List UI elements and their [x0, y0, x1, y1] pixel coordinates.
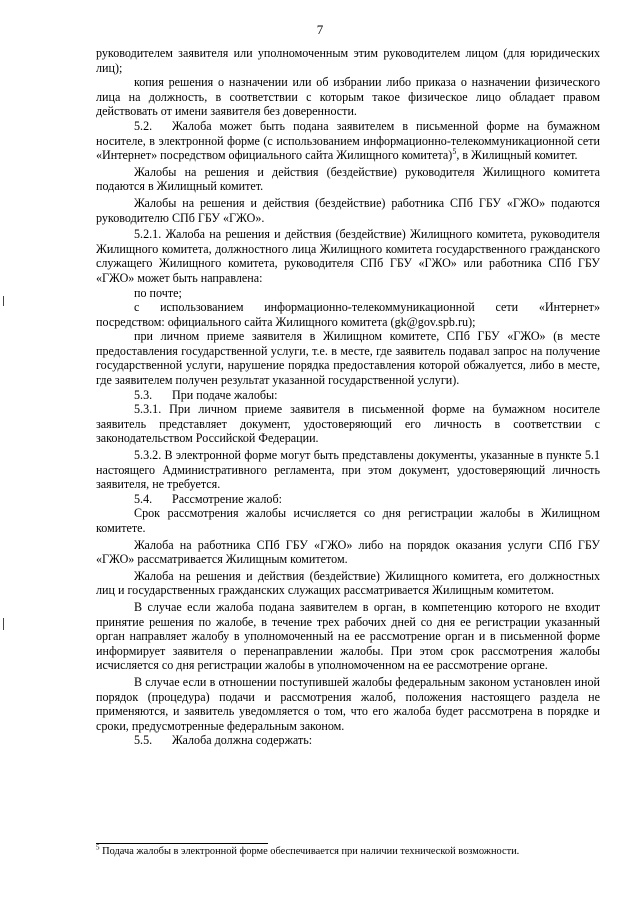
paragraph: копия решения о назначении или об избрании либо приказа о назначении физического лица на должность, в соответствии с которым такое физическое лицо обладает правом действовать от имени заявителя без доверенности.: [96, 75, 600, 119]
scan-margin-mark: [3, 618, 4, 630]
paragraph: В случае если в отношении поступившей жалобы федеральным законом установлен иной порядок (процедура) подачи и рассмотрения жалоб, положения настоящего раздела не применяются, и заявитель уведомляется о том, что его жалоба будет рассмотрена в порядке и сроки, предусмотренные федеральным законом.: [96, 674, 600, 733]
paragraph: руководителем заявителя или уполномоченным этим руководителем лицом (для юридических лиц);: [96, 46, 600, 75]
footnote-text: Подача жалобы в электронной форме обеспечивается при наличии технической возможности.: [99, 846, 520, 857]
paragraph: Жалоба на решения и действия (бездействие) Жилищного комитета, его должностных лиц и государственных гражданских служащих рассматривается Жилищным комитетом.: [96, 568, 600, 598]
scan-margin-mark: [3, 296, 4, 306]
paragraph: 5.3. При подаче жалобы:: [134, 387, 278, 402]
footnote-reference: 5: [452, 147, 457, 157]
paragraph: 5.3.2. В электронной форме могут быть представлены документы, указанные в пункте 5.1 настоящего Административного регламента, при этом документ, удостоверяющий личность заявителя, не требуется.: [96, 448, 600, 492]
paragraph: 5.4. Рассмотрение жалоб:: [134, 491, 282, 506]
section-number: 5.2.: [134, 118, 153, 133]
footnote: [96, 843, 606, 858]
document-body: [96, 46, 600, 748]
paragraph: по почте;: [134, 285, 182, 300]
paragraph: при личном приеме заявителя в Жилищном комитете, СПб ГБУ «ГЖО» (в месте предоставления государственной услуги, т.е. в месте, где заявитель подавал запрос на получение государственной услуги, нарушение порядка предоставления которой обжалуется, либо в месте, где заявителем получен результат указанной государственной услуги).: [96, 329, 600, 388]
section-number: 5.3.: [134, 387, 153, 402]
page-number: 7: [316, 22, 324, 37]
section-number: 5.4.: [134, 491, 153, 506]
paragraph: В случае если жалоба подана заявителем в орган, в компетенцию которого не входит принятие решения по жалобе, в течение трех рабочих дней со дня ее регистрации указанный орган направляет жалобу в уполномоченный на ее рассмотрение орган и в письменной форме информирует заявителя о перенаправлении жалобы. При этом срок рассмотрения жалобы исчисляется со дня регистрации жалобы в уполномоченном на ее рассмотрение органе.: [96, 599, 600, 673]
paragraph: Жалобы на решения и действия (бездействие) работника СПб ГБУ «ГЖО» подаются руководителю СПб ГБУ «ГЖО».: [96, 195, 600, 225]
paragraph: 5.3.1. При личном приеме заявителя в письменной форме на бумажном носителе заявитель представляет документ, удостоверяющий его личность в соответствии с законодательством Российской Федерации.: [96, 402, 600, 446]
footnote-divider: [96, 843, 268, 844]
section-number: 5.5.: [134, 733, 153, 748]
paragraph: 5.2.1. Жалоба на решения и действия (бездействие) Жилищного комитета, руководителя Жилищного комитета, должностного лица Жилищного комитета государственного гражданского служащего Жилищного комитета, руководителя СПб ГБУ «ГЖО» или работника СПб ГБУ «ГЖО» может быть направлена:: [96, 227, 600, 285]
paragraph: с использованием информационно-телекоммуникационной сети «Интернет» посредством: официального сайта Жилищного комитета (gk@gov.spb.ru);: [96, 300, 600, 329]
paragraph: Срок рассмотрения жалобы исчисляется со дня регистрации жалобы в Жилищном комитете.: [96, 506, 600, 535]
paragraph: Жалобы на решения и действия (бездействие) руководителя Жилищного комитета подаются в Жилищный комитет.: [96, 164, 600, 194]
footnote-marker: 5: [96, 843, 100, 852]
paragraph: 5.2. Жалоба может быть подана заявителем в письменной форме на бумажном носителе, в электронной форме (с использованием информационно-телекоммуникационной сети «Интернет» посредством официального сайта Жилищного комитета)$^5$, в Жилищный комитет.: [96, 118, 600, 163]
paragraph: Жалоба на работника СПб ГБУ «ГЖО» либо на порядок оказания услуги СПб ГБУ «ГЖО» рассматривается Жилищным комитетом.: [96, 537, 600, 567]
paragraph: 5.5. Жалоба должна содержать:: [134, 733, 313, 748]
